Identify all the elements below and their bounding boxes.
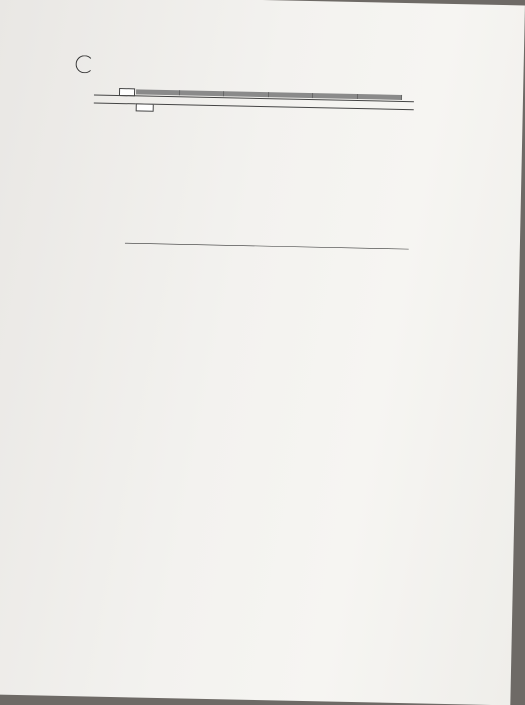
part-g-text bbox=[79, 572, 459, 580]
part-a bbox=[70, 269, 465, 277]
question-parts bbox=[70, 269, 465, 277]
interval-plot-svg bbox=[125, 103, 412, 265]
sort-graph-button[interactable] bbox=[358, 94, 402, 100]
interval-plot bbox=[125, 103, 412, 265]
zoom-button[interactable] bbox=[314, 93, 358, 99]
x-axis-line bbox=[125, 243, 409, 249]
confidence-interval-applet bbox=[90, 80, 414, 269]
part-e bbox=[67, 449, 462, 457]
one-interval-button[interactable] bbox=[136, 89, 180, 95]
part-d-text bbox=[83, 394, 463, 402]
part-d bbox=[68, 394, 463, 402]
part-f bbox=[65, 514, 460, 522]
hundred-intervals-button[interactable] bbox=[180, 90, 224, 96]
part-a-text bbox=[85, 269, 465, 277]
part-e-text bbox=[82, 449, 462, 457]
thousand-intervals-button[interactable] bbox=[225, 91, 269, 97]
part-g bbox=[64, 572, 459, 580]
question-number bbox=[78, 57, 92, 71]
part-c bbox=[69, 345, 464, 353]
part-c-text bbox=[84, 345, 464, 353]
part-b-text bbox=[85, 303, 465, 311]
reset-button[interactable] bbox=[269, 92, 313, 98]
part-b bbox=[70, 303, 465, 311]
part-f-text bbox=[80, 514, 460, 522]
